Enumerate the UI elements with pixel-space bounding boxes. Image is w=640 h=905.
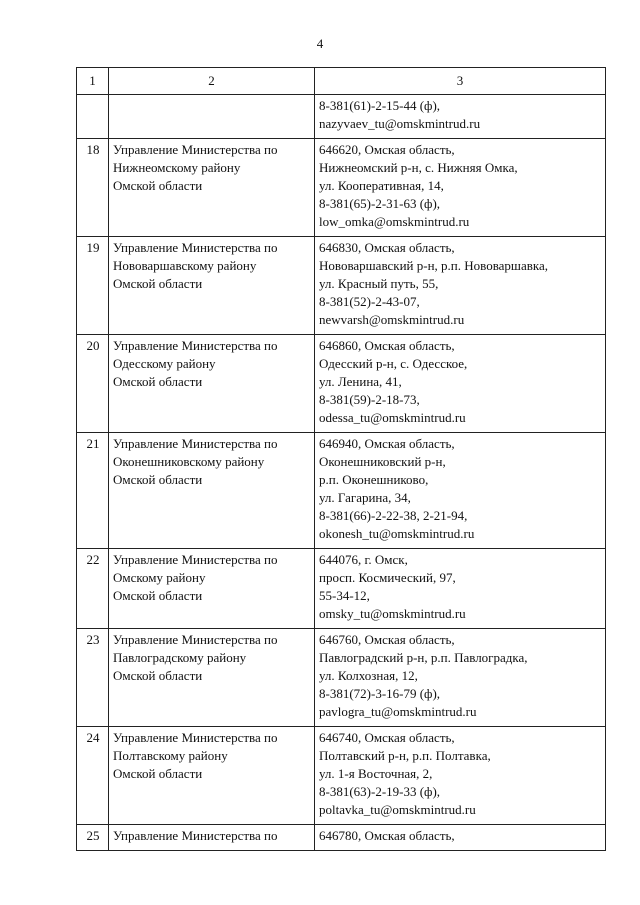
office-name-line: Омской области [113,276,203,291]
address-line: ул. 1-я Восточная, 2, [319,766,433,781]
address-line: pavlogra_tu@omskmintrud.ru [319,704,477,719]
row-number: 18 [77,139,109,237]
address-cell [315,629,606,727]
address-line: low_omka@omskmintrud.ru [319,214,470,229]
row-number: 25 [77,825,109,851]
address-line: 55-34-12, [319,588,370,603]
address-cell [315,549,606,629]
address-line: 646620, Омская область, [319,142,455,157]
address-line: 646740, Омская область, [319,730,455,745]
address-line: nazyvaev_tu@omskmintrud.ru [319,116,481,131]
row-number: 23 [77,629,109,727]
office-name-line: Одесскому району [113,356,216,371]
address-line: ул. Колхозная, 12, [319,668,418,683]
office-name-line: Управление Министерства по [113,828,278,843]
address-cell [315,237,606,335]
table-row [77,139,606,237]
address-line: 646760, Омская область, [319,632,455,647]
address-line: Нововаршавский р-н, р.п. Нововаршавка, [319,258,548,273]
office-name-cell [109,139,315,237]
address-line: ул. Кооперативная, 14, [319,178,444,193]
address-line: Полтавский р-н, р.п. Полтавка, [319,748,491,763]
address-line: 646940, Омская область, [319,436,455,451]
address-line: omsky_tu@omskmintrud.ru [319,606,466,621]
address-line: odessa_tu@omskmintrud.ru [319,410,466,425]
office-name-line: Омской области [113,668,203,683]
address-line: 644076, г. Омск, [319,552,408,567]
table-row [77,237,606,335]
address-line: Оконешниковский р-н, [319,454,446,469]
address-line: 646860, Омская область, [319,338,455,353]
column-header-number: 1 [77,68,109,95]
office-name-line: Управление Министерства по [113,632,278,647]
address-line: 8-381(61)-2-15-44 (ф), [319,98,441,113]
address-cell [315,433,606,549]
office-name-line: Омскому району [113,570,206,585]
office-name-cell [109,549,315,629]
address-line: 646830, Омская область, [319,240,455,255]
row-number: 22 [77,549,109,629]
office-name-line: Управление Министерства по [113,730,278,745]
address-line: Нижнеомский р-н, с. Нижняя Омка, [319,160,518,175]
office-name-line: Управление Министерства по [113,436,278,451]
table-row [77,95,606,139]
office-name-cell [109,727,315,825]
column-header-address: 3 [315,68,606,95]
address-line: Одесский р-н, с. Одесское, [319,356,468,371]
office-name-line: Полтавскому району [113,748,228,763]
office-name-cell [109,335,315,433]
office-name-line: Управление Министерства по [113,240,278,255]
address-cell [315,727,606,825]
office-name-line: Омской области [113,472,203,487]
table-row [77,433,606,549]
table-row [77,549,606,629]
address-cell [315,825,606,851]
row-number: 20 [77,335,109,433]
address-line: 8-381(63)-2-19-33 (ф), [319,784,441,799]
office-name-line: Управление Министерства по [113,142,278,157]
table-header-row [77,68,606,95]
row-number [77,95,109,139]
office-name-cell [109,237,315,335]
address-line: newvarsh@omskmintrud.ru [319,312,465,327]
address-line: ул. Ленина, 41, [319,374,402,389]
office-name-line: Омской области [113,766,203,781]
row-number: 24 [77,727,109,825]
office-name-line: Омской области [113,178,203,193]
address-line: okonesh_tu@omskmintrud.ru [319,526,475,541]
table-row [77,727,606,825]
row-number: 19 [77,237,109,335]
offices-table [76,67,606,851]
column-header-office: 2 [109,68,315,95]
office-name-line: Управление Министерства по [113,552,278,567]
office-name-line: Управление Министерства по [113,338,278,353]
office-name-line: Нижнеомскому району [113,160,241,175]
office-name-cell [109,95,315,139]
office-name-line: Омской области [113,374,203,389]
office-name-line: Павлоградскому району [113,650,247,665]
table-row [77,825,606,851]
address-line: 8-381(65)-2-31-63 (ф), [319,196,441,211]
office-name-line: Омской области [113,588,203,603]
address-line: 646780, Омская область, [319,828,455,843]
address-line: 8-381(59)-2-18-73, [319,392,420,407]
office-name-line: Нововаршавскому району [113,258,257,273]
address-line: ул. Красный путь, 55, [319,276,439,291]
address-line: poltavka_tu@omskmintrud.ru [319,802,476,817]
office-name-cell [109,433,315,549]
table-body [77,95,606,851]
address-line: 8-381(52)-2-43-07, [319,294,420,309]
table-row [77,629,606,727]
address-line: 8-381(66)-2-22-38, 2-21-94, [319,508,468,523]
address-line: 8-381(72)-3-16-79 (ф), [319,686,441,701]
address-line: просп. Космический, 97, [319,570,456,585]
address-line: ул. Гагарина, 34, [319,490,411,505]
table-row [77,335,606,433]
address-line: р.п. Оконешниково, [319,472,429,487]
office-name-cell [109,629,315,727]
address-line: Павлоградский р-н, р.п. Павлоградка, [319,650,528,665]
address-cell [315,95,606,139]
address-cell [315,335,606,433]
page-number: 4 [316,36,324,51]
address-cell [315,139,606,237]
office-name-cell [109,825,315,851]
row-number: 21 [77,433,109,549]
office-name-line: Оконешниковскому району [113,454,265,469]
